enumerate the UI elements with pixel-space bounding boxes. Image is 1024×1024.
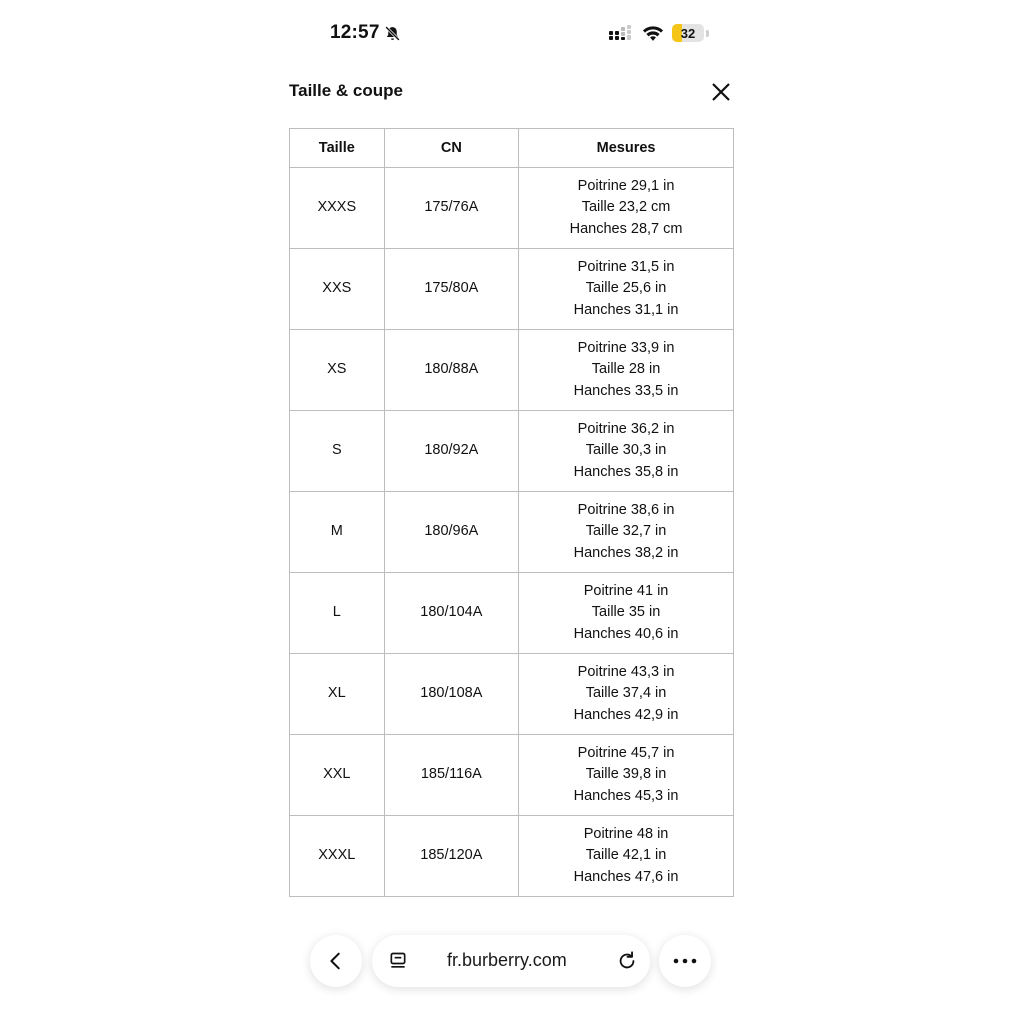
measures-cell xyxy=(519,411,734,492)
measures-cell xyxy=(519,168,734,249)
waist-measure: Taille 30,3 in xyxy=(585,442,667,459)
battery-icon xyxy=(672,24,704,42)
table-row xyxy=(290,573,734,654)
table-row xyxy=(290,654,734,735)
waist-measure: Taille 23,2 cm xyxy=(581,199,671,216)
measures-cell xyxy=(519,492,734,573)
clock-time: 12:57 xyxy=(330,22,380,43)
size-cell: XXXL xyxy=(290,816,385,897)
size-cell: XXS xyxy=(290,249,385,330)
table-row xyxy=(290,411,734,492)
header-cn: CN xyxy=(384,129,518,168)
hips-measure: Hanches 40,6 in xyxy=(573,625,679,642)
header-taille: Taille xyxy=(290,129,385,168)
battery-nub xyxy=(706,30,709,37)
cn-cell: 180/108A xyxy=(384,654,518,735)
table-row xyxy=(290,816,734,897)
header-mesures: Mesures xyxy=(519,129,734,168)
size-cell: XXXS xyxy=(290,168,385,249)
cn-cell: 185/120A xyxy=(384,816,518,897)
chest-measure: Poitrine 31,5 in xyxy=(577,258,675,275)
hips-measure: Hanches 45,3 in xyxy=(573,787,679,804)
hips-measure: Hanches 38,2 in xyxy=(573,544,679,561)
cn-cell: 175/80A xyxy=(384,249,518,330)
size-cell: M xyxy=(290,492,385,573)
wifi-icon xyxy=(642,25,664,42)
waist-measure: Taille 35 in xyxy=(591,604,661,621)
size-cell: XS xyxy=(290,330,385,411)
table-row xyxy=(290,168,734,249)
cn-cell: 185/116A xyxy=(384,735,518,816)
table-row xyxy=(290,249,734,330)
hips-measure: Hanches 47,6 in xyxy=(573,868,679,885)
waist-measure: Taille 28 in xyxy=(591,361,661,378)
address-bar[interactable] xyxy=(372,935,650,987)
close-icon xyxy=(709,80,733,104)
waist-measure: Taille 42,1 in xyxy=(585,847,667,864)
chest-measure: Poitrine 29,1 in xyxy=(577,177,675,194)
chest-measure: Poitrine 38,6 in xyxy=(577,501,675,518)
bell-slash-icon xyxy=(384,25,401,42)
page-menu-icon[interactable] xyxy=(388,951,408,971)
measures-cell xyxy=(519,735,734,816)
cn-cell: 180/92A xyxy=(384,411,518,492)
table-row xyxy=(290,330,734,411)
chest-measure: Poitrine 45,7 in xyxy=(577,744,675,761)
chest-measure: Poitrine 33,9 in xyxy=(577,339,675,356)
measures-cell xyxy=(519,654,734,735)
battery-percent: 32 xyxy=(680,25,696,41)
size-cell: L xyxy=(290,573,385,654)
waist-measure: Taille 25,6 in xyxy=(585,280,667,297)
chest-measure: Poitrine 41 in xyxy=(583,582,669,599)
waist-measure: Taille 39,8 in xyxy=(585,766,667,783)
measures-cell xyxy=(519,816,734,897)
hips-measure: Hanches 31,1 in xyxy=(573,301,679,318)
table-header-row xyxy=(290,129,734,168)
more-icon xyxy=(673,957,697,965)
chest-measure: Poitrine 43,3 in xyxy=(577,663,675,680)
size-cell: XL xyxy=(290,654,385,735)
hips-measure: Hanches 35,8 in xyxy=(573,463,679,480)
chest-measure: Poitrine 48 in xyxy=(583,825,669,842)
hips-measure: Hanches 42,9 in xyxy=(573,706,679,723)
table-row xyxy=(290,735,734,816)
waist-measure: Taille 37,4 in xyxy=(585,685,667,702)
more-button[interactable] xyxy=(659,935,711,987)
cn-cell: 180/88A xyxy=(384,330,518,411)
back-button[interactable] xyxy=(310,935,362,987)
chevron-left-icon xyxy=(325,950,347,972)
reload-icon[interactable] xyxy=(616,950,638,972)
table-row xyxy=(290,492,734,573)
measures-cell xyxy=(519,573,734,654)
chest-measure: Poitrine 36,2 in xyxy=(577,420,675,437)
cn-cell: 180/104A xyxy=(384,573,518,654)
size-cell: XXL xyxy=(290,735,385,816)
close-button[interactable] xyxy=(709,80,733,104)
cn-cell: 175/76A xyxy=(384,168,518,249)
signal-icon xyxy=(608,24,634,42)
measures-cell xyxy=(519,249,734,330)
cn-cell: 180/96A xyxy=(384,492,518,573)
status-bar-indicators xyxy=(608,24,709,42)
hips-measure: Hanches 33,5 in xyxy=(573,382,679,399)
sheet-title: Taille & coupe xyxy=(289,81,403,100)
measures-cell xyxy=(519,330,734,411)
size-cell: S xyxy=(290,411,385,492)
size-chart-table xyxy=(289,128,734,897)
browser-toolbar xyxy=(310,935,714,989)
waist-measure: Taille 32,7 in xyxy=(585,523,667,540)
hips-measure: Hanches 28,7 cm xyxy=(569,220,683,237)
url-text[interactable]: fr.burberry.com xyxy=(447,950,567,970)
status-bar-time xyxy=(330,22,401,44)
